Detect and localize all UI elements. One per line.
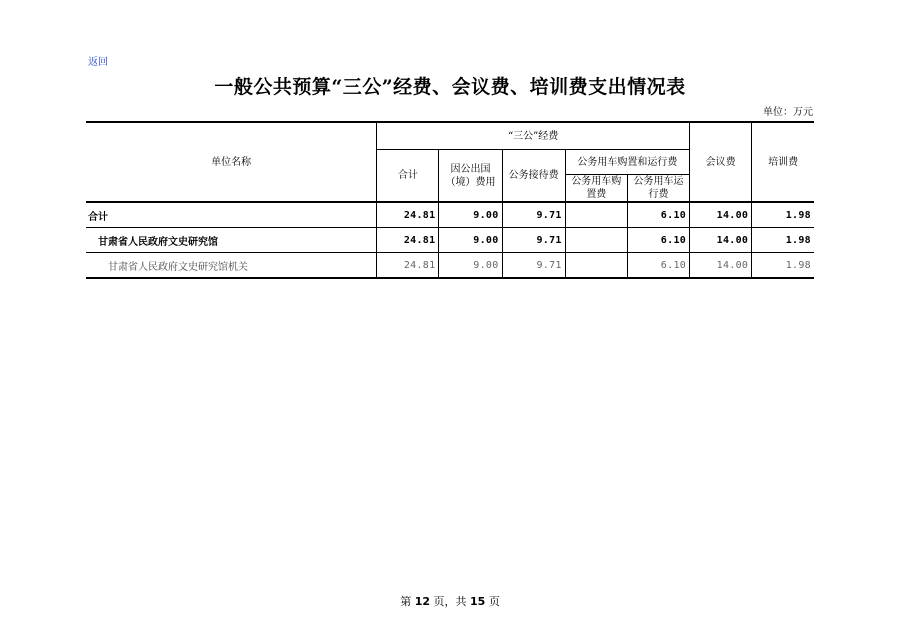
cell-abroad: 9.00 [439, 202, 502, 228]
footer-suffix: 页 [488, 595, 500, 608]
cell-reception: 9.71 [502, 253, 565, 279]
cell-total: 24.81 [377, 202, 439, 228]
header-sangong-group: “三公”经费 [377, 122, 690, 150]
footer-page-number: 12 [414, 595, 430, 608]
cell-vehicle-operation: 6.10 [627, 202, 689, 228]
cell-meeting: 14.00 [690, 253, 752, 279]
footer-middle: 页，共 [433, 595, 467, 608]
back-link[interactable]: 返回 [88, 57, 108, 68]
table-row-total [86, 202, 814, 228]
cell-training: 1.98 [752, 228, 814, 253]
header-reception: 公务接待费 [502, 150, 565, 203]
page-title: 一般公共预算“三公”经费、会议费、培训费支出情况表 [214, 76, 686, 98]
cell-vehicle-operation: 6.10 [627, 228, 689, 253]
cell-reception: 9.71 [502, 202, 565, 228]
row-name: 合计 [86, 202, 377, 228]
cell-vehicle-purchase [565, 202, 627, 228]
cell-reception: 9.71 [502, 228, 565, 253]
page-footer [0, 593, 900, 609]
header-abroad: 因公出国（境）费用 [439, 150, 502, 203]
cell-training: 1.98 [752, 253, 814, 279]
header-vehicle-group: 公务用车购置和运行费 [565, 150, 689, 175]
row-name: 甘肃省人民政府文史研究馆 [86, 228, 377, 253]
header-training: 培训费 [752, 122, 814, 202]
cell-vehicle-purchase [565, 228, 627, 253]
table-row-department [86, 228, 814, 253]
cell-abroad: 9.00 [439, 228, 502, 253]
cell-meeting: 14.00 [690, 202, 752, 228]
header-vehicle-operation: 公务用车运行费 [627, 175, 689, 203]
header-unit-name: 单位名称 [86, 122, 377, 202]
cell-meeting: 14.00 [690, 228, 752, 253]
header-total: 合计 [377, 150, 439, 203]
unit-label: 单位：万元 [763, 107, 813, 118]
footer-prefix: 第 [400, 595, 412, 608]
expenditure-table [86, 121, 814, 279]
cell-abroad: 9.00 [439, 253, 502, 279]
header-meeting: 会议费 [690, 122, 752, 202]
cell-total: 24.81 [377, 253, 439, 279]
footer-total-pages: 15 [470, 595, 486, 608]
cell-vehicle-purchase [565, 253, 627, 279]
cell-vehicle-operation: 6.10 [627, 253, 689, 279]
cell-training: 1.98 [752, 202, 814, 228]
table-row-subunit [86, 253, 814, 279]
row-name: 甘肃省人民政府文史研究馆机关 [86, 253, 377, 279]
cell-total: 24.81 [377, 228, 439, 253]
header-vehicle-purchase: 公务用车购置费 [565, 175, 627, 203]
